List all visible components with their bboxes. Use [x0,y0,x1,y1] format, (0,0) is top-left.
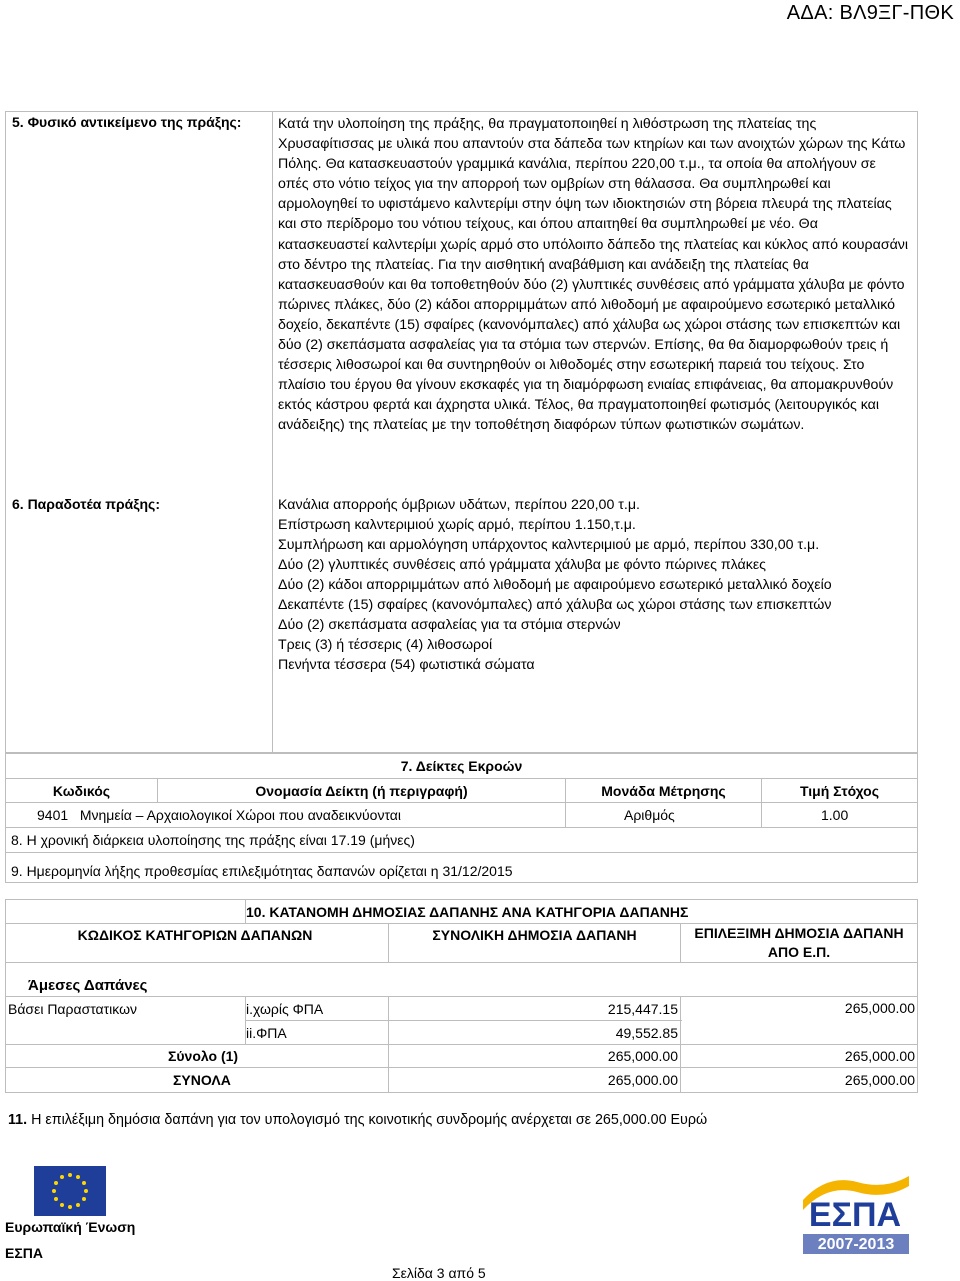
section5-label: 5. Φυσικό αντικείμενο της πράξης: [12,114,242,130]
eu-flag-icon [34,1166,106,1216]
eu-label: Ευρωπαϊκή Ένωση [5,1219,136,1235]
indicator-code: 9401 [37,807,69,823]
basis-eligible: 265,000.00 [681,997,918,1045]
direct-costs-label: Άμεσες Δαπάνες [6,963,918,997]
deliverable-item: Τρεις (3) ή τέσσερις (4) λιθοσωροί [278,637,493,653]
deliverable-item: Πενήντα τέσσερα (54) φωτιστικά σώματα [278,657,535,673]
without-vat-label: i.χωρίς ΦΠΑ [246,997,389,1021]
subtotal-total: 265,000.00 [389,1045,681,1068]
section11-text [8,1112,707,1128]
deliverable-item: Συμπλήρωση και αρμολόγηση υπάρχοντος καλντεριμιού με αρμό, περίπου 330,00 τ.μ. [278,537,820,553]
section10-title: 10. ΚΑΤΑΝΟΜΗ ΔΗΜΟΣΙΑΣ ΔΑΠΑΝΗΣ ΑΝΑ ΚΑΤΗΓΟΡΙΑ ΔΑΠΑΝΗΣ [246,903,689,920]
col-code: Κωδικός [6,779,158,803]
espa-logo-years: 2007-2013 [817,1236,895,1253]
page-number: Σελίδα 3 από 5 [392,1265,486,1281]
vat-total: 49,552.85 [389,1021,681,1045]
basis-label: Βάσει Παραστατικων [6,997,246,1045]
deliverable-item: Δύο (2) γλυπτικές συνθέσεις από γράμματα χάλυβα με φόντο πώρινες πλάκες [278,557,766,573]
totals-label: ΣΥΝΟΛΑ [6,1068,389,1093]
espa-logo-text: ΕΣΠΑ [808,1196,902,1234]
subtotal-label: Σύνολο (1) [6,1045,389,1068]
espa-logo [797,1170,914,1260]
indicator-cell [6,803,566,828]
totals-total: 265,000.00 [389,1068,681,1093]
section5-text: Κατά την υλοποίηση της πράξης, θα πραγματοποιηθεί η λιθόστρωση της πλατείας της Χρυσαφίτισσας με υλικά που απαντούν στα δάπεδα των κτηρίων και των ανοιχτών χώρων της Κάτω Πόλης. Θα κατασκευαστούν γραμμικά κανάλια, περίπου 220,00 τ.μ., τα οποία θα απολήγουν σε οπές στο νότιο τείχος για την απορροή των ομβρίων στη θάλασσα. Θα συμπληρωθεί και αρμολογηθεί το υφιστάμενο καλντερίμι στην όψη των ιδιοκτησιών στη βόρεια πλευρά της πλατείας και στο περίδρομο του νότιου τείχους, και όπου απαιτηθεί θα συμπληρωθεί με νέο. Θα κατασκευαστεί καλντερίμι χωρίς αρμό στο υπόλοιπο δάπεδο της πλατείας και κύκλος από κουρασάνι στο δέντρο της πλατείας. Για την αισθητική αναβάθμιση και ανάδειξη της πλατείας θα κατασκευασθούν και θα τοποθετηθούν δύο (2) γλυπτικές συνθέσεις από γράμματα χάλυβα με φόντο πώρινες πλάκες, δύο (2) κάδοι απορριμμάτων από λιθοδομή με αφαιρούμενο εσωτερικό μεταλλικό δοχείο, δεκαπέντε (15) σφαίρες (κανονόμπαλες) από χάλυβα ως χώροι στάσης των επισκεπτών και δύο (2) σκεπάσματα ασφαλείας για τα στόμια των στερνών. Επίσης, θα θα διαμορφωθούν τρεις ή τέσσερις λιθοσωροί και θα συντηρηθούν οι λιθοδομές στην εσωτερική παρειά του τείχους. Στο πλαίσιο του έργου θα γίνουν εκσκαφές για τη διαμόρφωση ενιαίας επιφάνειας, θα απομακρυνθούν εκτός κάστρου φερτά και άχρηστα υλικά. Τέλος, θα πραγματοποιηθεί φωτισμός (λειτουργικός και ανάδειξης) της πλατείας με την τοποθέτηση διαφόρων τύπων φωτιστικών σωμάτων. [278,116,909,434]
col-total-public: ΣΥΝΟΛΙΚΗ ΔΗΜΟΣΙΑ ΔΑΠΑΝΗ [389,924,681,963]
totals-eligible: 265,000.00 [681,1068,918,1093]
indicator-target: 1.00 [762,803,918,828]
section6-label: 6. Παραδοτέα πράξης: [12,496,160,512]
without-vat-total: 215,447.15 [389,997,681,1021]
subtotal-eligible: 265,000.00 [681,1045,918,1068]
section11-body: Η επιλέξιμη δημόσια δαπάνη για τον υπολογισμό της κοινοτικής συνδρομής ανέρχεται σε 265,000.00 Ευρώ [27,1112,708,1128]
col-indicator-name: Ονομασία Δείκτη (ή περιγραφή) [158,779,566,803]
ada-code: ΑΔΑ: ΒΛ9ΞΓ-ΠΘΚ [786,2,954,24]
table-row [6,803,918,828]
espa-label: ΕΣΠΑ [5,1245,43,1261]
deliverable-item: Δεκαπέντε (15) σφαίρες (κανονόμπαλες) από χάλυβα ως χώροι στάσης των επισκεπτών [278,597,832,613]
deliverable-item: Επίστρωση καλντεριμιού χωρίς αρμό, περίπου 1.150,τ.μ. [278,517,636,533]
expenditure-allocation-table [5,899,918,1093]
col-category-code: ΚΩΔΙΚΟΣ ΚΑΤΗΓΟΡΙΩΝ ΔΑΠΑΝΩΝ [6,924,389,963]
deliverable-item: Δύο (2) σκεπάσματα ασφαλείας για τα στόμια στερνών [278,617,621,633]
section11-number: 11. [8,1112,28,1128]
column-divider [272,112,273,752]
section9-deadline: 9. Ημερομηνία λήξης προθεσμίας επιλεξιμότητας δαπανών ορίζεται η 31/12/2015 [6,853,918,883]
col-unit: Μονάδα Μέτρησης [566,779,762,803]
deliverable-item: Δύο (2) κάδοι απορριμμάτων από λιθοδομή με αφαιρούμενο εσωτερικό μεταλλικό δοχείο [278,577,832,593]
indicator-unit: Αριθμός [566,803,762,828]
col-target: Τιμή Στόχος [762,779,918,803]
section6-deliverables [278,495,910,675]
vat-label: ii.ΦΠΑ [246,1021,389,1045]
deliverable-item: Κανάλια απορροής όμβριων υδάτων, περίπου 220,00 τ.μ. [278,497,640,513]
section7-title: 7. Δείκτες Εκροών [6,754,918,779]
col-eligible-public: ΕΠΙΛΕΞΙΜΗ ΔΗΜΟΣΙΑ ΔΑΠΑΝΗ ΑΠΟ Ε.Π. [681,924,918,963]
section8-duration: 8. Η χρονική διάρκεια υλοποίησης της πράξης είναι 17.19 (μήνες) [6,828,918,853]
indicator-name: Μνημεία – Αρχαιολογικοί Χώροι που αναδεικνύονται [79,807,402,823]
output-indicators-table [5,753,918,883]
